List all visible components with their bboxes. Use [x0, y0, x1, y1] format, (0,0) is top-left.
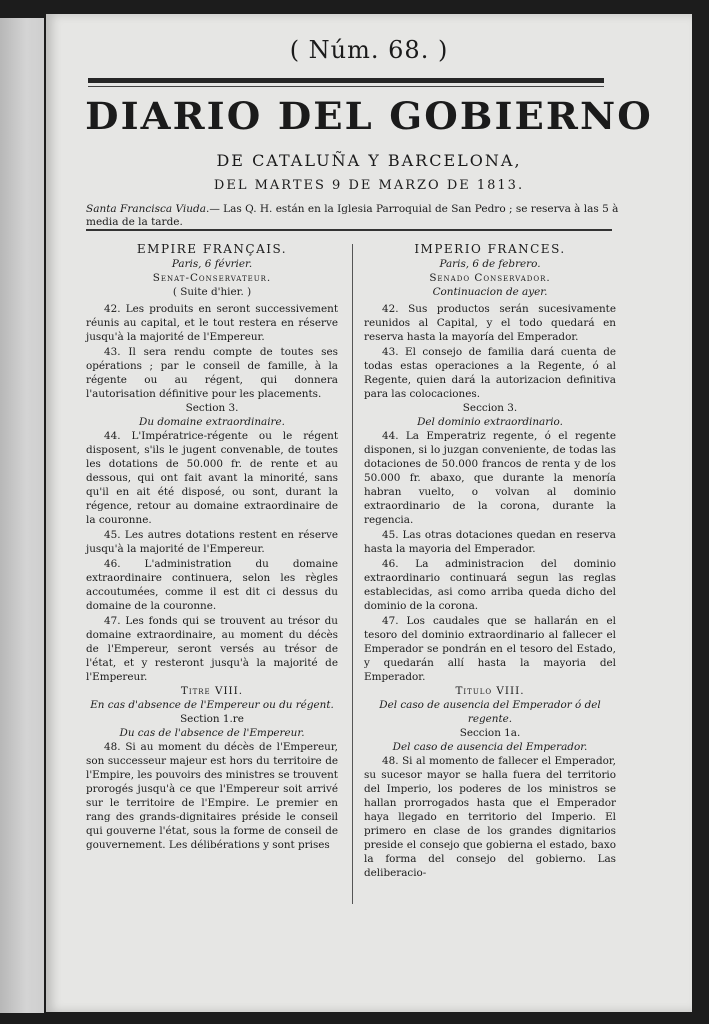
right-section-2: Seccion 1a. — [459, 727, 521, 739]
left-body-name: Senat-Conservateur. — [152, 272, 272, 284]
right-heading: IMPERIO FRANCES. — [414, 242, 566, 256]
notice-text: — Las Q. H. están en la Iglesia Parroquial de San Pedro ; se reserva à las 5 à media de la tarde. — [86, 203, 619, 228]
issue-number: ( Núm. 68. ) — [289, 36, 449, 64]
left-section: Section 3. — [185, 402, 239, 414]
right-article-48: 48. Si al momento de fallecer el Emperador, su sucesor mayor se halla fuera del territorio del Imperio, los poderes de los ministros se hallan prorrogados hasta que el Emperador haya llegado en territorio del Imperio. El primero en clase de los grandes dignitarios preside el consejo que gobierna el estado, baxo la forma del consejo del gobierno. Las deliberacio- — [364, 755, 616, 879]
left-article-46: 46. L'administration du domaine extraordinaire continuera, selon les règles accoutumées, comme il est dit ci dessus du domaine de la couronne. — [86, 558, 338, 612]
right-article-42: 42. Sus productos serán sucesivamente reunidos al Capital, y el todo quedará en reserva hasta la mayoría del Emperador. — [364, 303, 616, 343]
left-titre-title: En cas d'absence de l'Empereur ou du régent. — [90, 699, 334, 711]
right-article-43: 43. El consejo de familia dará cuenta de todas estas operaciones a la Regente, ó al Regente, quien dará la autorizacion definitiva para las colocaciones. — [364, 346, 616, 400]
notice-saint: Santa Francisca Viuda. — [86, 203, 210, 215]
french-column — [86, 242, 338, 852]
left-article-43: 43. Il sera rendu compte de toutes ses opérations ; par le conseil de famille, à la régente ou au régent, qui donnera l'autorisation définitive pour les placements. — [86, 346, 338, 400]
section-rule — [86, 229, 612, 231]
left-article-42: 42. Les produits en seront successivement réunis au capital, et le tout restera en réserve jusqu'à la majorité de l'Empereur. — [86, 303, 338, 343]
right-article-44: 44. La Emperatriz regente, ó el regente disponen, si lo juzgan conveniente, de todas las dotaciones de 50.000 francos de renta y de los 50.000 fr. abaxo, que durante la menoría habran vuelto, o volvan al dominio extraordinario de la corona, durante la regencia. — [364, 430, 616, 526]
left-article-45: 45. Les autres dotations restent en réserve jusqu'à la majorité de l'Empereur. — [86, 529, 338, 555]
saint-notice — [86, 203, 622, 229]
masthead-subtitle: DE CATALUÑA Y BARCELONA, — [216, 151, 522, 170]
right-place: Paris, 6 de febrero. — [439, 258, 541, 270]
left-article-48: 48. Si au moment du décès de l'Empereur, son successeur majeur est hors du territoire de l'Empire, les pouvoirs des ministres se trouvent prorogés jusqu'à ce que l'Empereur soit arrivé sur le territoire de l'Empire. Le premier en rang des grands-dignitaires préside le conseil qui gouverne l'état, sous la forme de conseil de gouvernement. Les délibérations y sont prises — [86, 741, 338, 851]
top-rule-thin — [88, 86, 604, 87]
masthead-title: DIARIO DEL GOBIERNO — [85, 94, 653, 138]
dateline: DEL MARTES 9 DE MARZO DE 1813. — [213, 178, 525, 193]
left-section-2-title: Du cas de l'absence de l'Empereur. — [119, 727, 305, 739]
right-article-46: 46. La administracion del dominio extraordinario continuará segun las reglas establecidas, asi como arriba queda dicho del dominio de la corona. — [364, 558, 616, 612]
left-heading: EMPIRE FRANÇAIS. — [136, 242, 288, 256]
left-titre: Titre VIII. — [180, 685, 244, 697]
spanish-column — [364, 242, 616, 880]
right-article-45: 45. Las otras dotaciones quedan en reserva hasta la mayoria del Emperador. — [364, 529, 616, 555]
left-place: Paris, 6 février. — [171, 258, 253, 270]
right-titulo: Titulo VIII. — [455, 685, 525, 697]
right-body-name: Senado Conservador. — [429, 272, 551, 284]
right-article-47: 47. Los caudales que se hallarán en el tesoro del dominio extraordinario al fallecer el Emperador se pondrán en el tesoro del Estado, y quedarán allí hasta la mayoria del Emperador. — [364, 615, 616, 683]
column-divider — [352, 244, 353, 904]
right-section-title: Del dominio extraordinario. — [417, 416, 563, 428]
left-article-44: 44. L'Impératrice-régente ou le régent disposent, s'ils le jugent convenable, de toutes les dotations de 50.000 fr. de rente et au dessous, qui ont fait avant la minorité, sans qu'il en ait été disposé, ou sont, durant la régence, retour au domaine extraordinaire de la couronne. — [86, 430, 338, 526]
facing-page-edge — [0, 18, 44, 1013]
newspaper-page — [46, 14, 692, 1012]
right-section: Seccion 3. — [462, 402, 518, 414]
left-section-title: Du domaine extraordinaire. — [139, 416, 285, 428]
left-section-2: Section 1.re — [180, 713, 244, 725]
right-titulo-title: Del caso de ausencia del Emperador ó del regente. — [379, 699, 601, 725]
right-continuation: Continuacion de ayer. — [432, 286, 548, 298]
left-continuation: ( Suite d'hier. ) — [172, 286, 252, 298]
top-rule — [88, 78, 604, 83]
left-article-47: 47. Les fonds qui se trouvent au trésor du domaine extraordinaire, au moment du décès de l'Empereur, seront versés au trésor de l'état, et y resteront jusqu'à la majorité de l'Empereur. — [86, 615, 338, 683]
right-section-2-title: Del caso de ausencia del Emperador. — [392, 741, 588, 753]
